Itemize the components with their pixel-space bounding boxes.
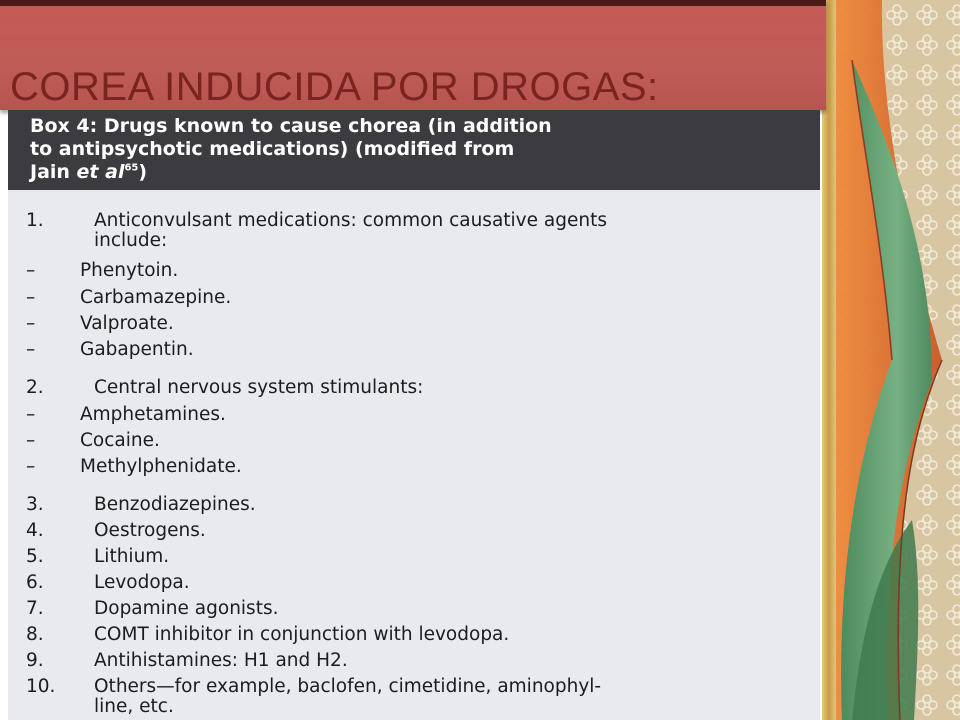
item-text: Lithium. [94,546,170,567]
item-text: Gabapentin. [80,339,194,360]
box-header-line-1: Box 4: Drugs known to cause chorea (in addition [30,115,552,137]
item-number: 10. [26,676,56,697]
item-dash: – [26,339,36,360]
decorative-floral-panel [822,0,960,720]
item-number: 6. [26,572,44,593]
box-header-reference: 65 [124,162,139,174]
box-header-line-2: to antipsychotic medications) (modified from [30,138,515,160]
item-text: Others—for example, baclofen, cimetidine, aminophyl- [94,676,602,697]
item-text: Cocaine. [80,430,160,451]
item-text: Levodopa. [94,572,190,593]
item-dash: – [26,260,36,281]
item-dash: – [26,430,36,451]
item-dash: – [26,456,36,477]
drug-list-box [8,110,820,720]
item-text: Anticonvulsant medications: common causative agents [94,210,607,231]
item-number: 8. [26,624,44,645]
box-header-et-al: et al [76,161,125,183]
box-header-line-3 [30,160,147,184]
item-text: Valproate. [80,313,174,334]
item-text: Phenytoin. [80,260,179,281]
item-text: include: [94,230,168,251]
item-text: Benzodiazepines. [94,494,256,515]
item-text: Methylphenidate. [80,456,242,477]
item-text: Dopamine agonists. [94,598,279,619]
item-number: 5. [26,546,44,567]
item-dash: – [26,404,36,425]
title-banner [0,0,826,110]
item-number: 9. [26,650,44,671]
item-text: Carbamazepine. [80,287,232,308]
item-number: 1. [26,210,44,231]
item-text: Antihistamines: H1 and H2. [94,650,348,671]
item-number: 2. [26,377,44,398]
item-dash: – [26,287,36,308]
item-number: 7. [26,598,44,619]
item-text: Central nervous system stimulants: [94,377,424,398]
box-header-close-paren: ) [138,161,148,183]
item-dash: – [26,313,36,334]
box-header-author: Jain [30,161,77,183]
item-text: Amphetamines. [80,404,226,425]
slide-title: COREA INDUCIDA POR DROGAS: [10,65,659,109]
item-number: 3. [26,494,44,515]
item-text: line, etc. [94,696,174,717]
item-text: Oestrogens. [94,520,206,541]
item-text: COMT inhibitor in conjunction with levodopa. [94,624,510,645]
item-number: 4. [26,520,44,541]
box-header [8,110,820,190]
